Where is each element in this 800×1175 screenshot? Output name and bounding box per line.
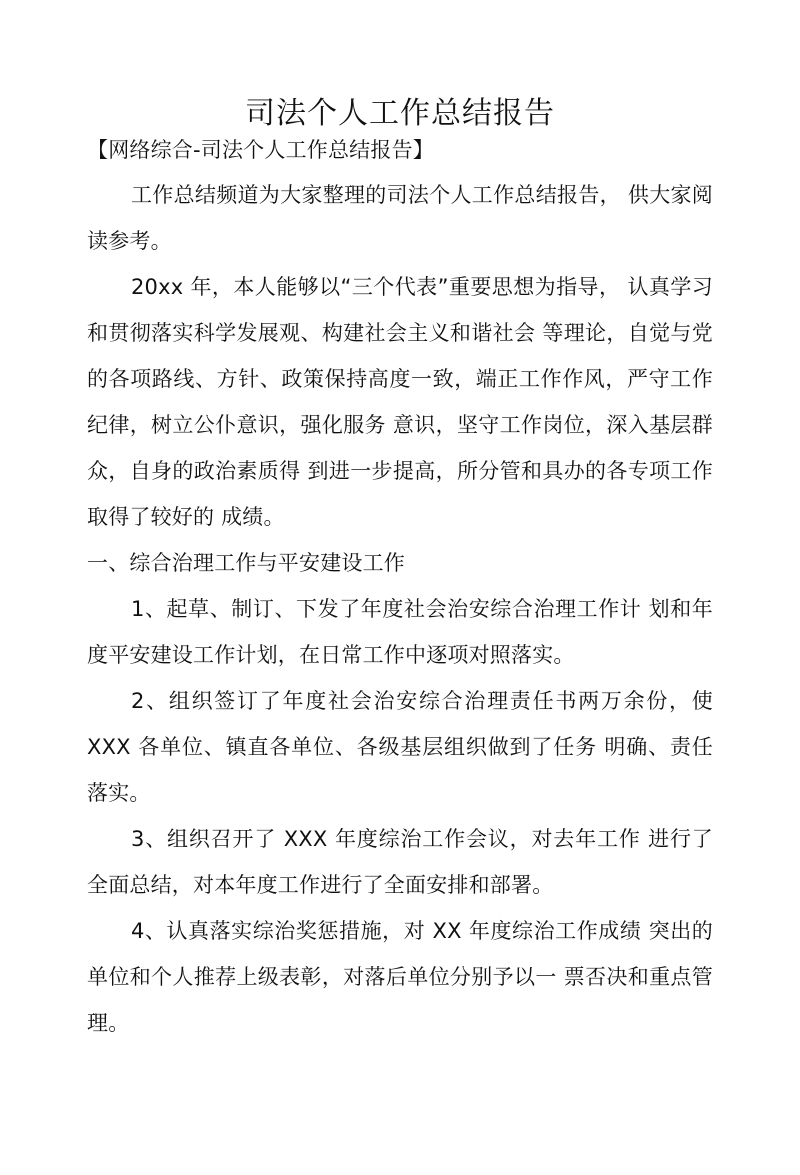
- section-item-1: 1、起草、制订、下发了年度社会治安综合治理工作计 划和年度平安建设工作计划，在日常工作中逐项对照落实。: [87, 597, 713, 667]
- summary-paragraph: 20xx 年，本人能够以“三个代表”重要思想为指导， 认真学习和贯彻落实科学发展观、构建社会主义和谐社会 等理论，自觉与党的各项路线、方针、政策保持高度一致，端正工作作风，严守工作纪律，树立公仆意识，强化服务 意识，坚守工作岗位，深入基层群众，自身的政治素质得 到进一步提高，所分管和具办的各专项工作取得了较好的 成绩。: [87, 275, 713, 529]
- document-body: [87, 172, 713, 1046]
- section-heading: 一、综合治理工作与平安建设工作: [87, 551, 405, 575]
- section-item-4: 4、认真落实综治奖惩措施，对 XX 年度综治工作成绩 突出的单位和个人推荐上级表彰，对落后单位分别予以一 票否决和重点管理。: [87, 919, 713, 1035]
- intro-paragraph: 工作总结频道为大家整理的司法个人工作总结报告， 供大家阅读参考。: [87, 183, 713, 253]
- section-item-3: 3、组织召开了 XXX 年度综治工作会议，对去年工作 进行了全面总结，对本年度工作进行了全面安排和部署。: [87, 827, 713, 897]
- section-item-2: 2、组织签订了年度社会治安综合治理责任书两万余份，使 XXX 各单位、镇直各单位、各级基层组织做到了任务 明确、责任落实。: [87, 689, 713, 805]
- page-title: 司法个人工作总结报告: [245, 96, 555, 132]
- document-subtitle: 【网络综合-司法个人工作总结报告】: [87, 138, 434, 162]
